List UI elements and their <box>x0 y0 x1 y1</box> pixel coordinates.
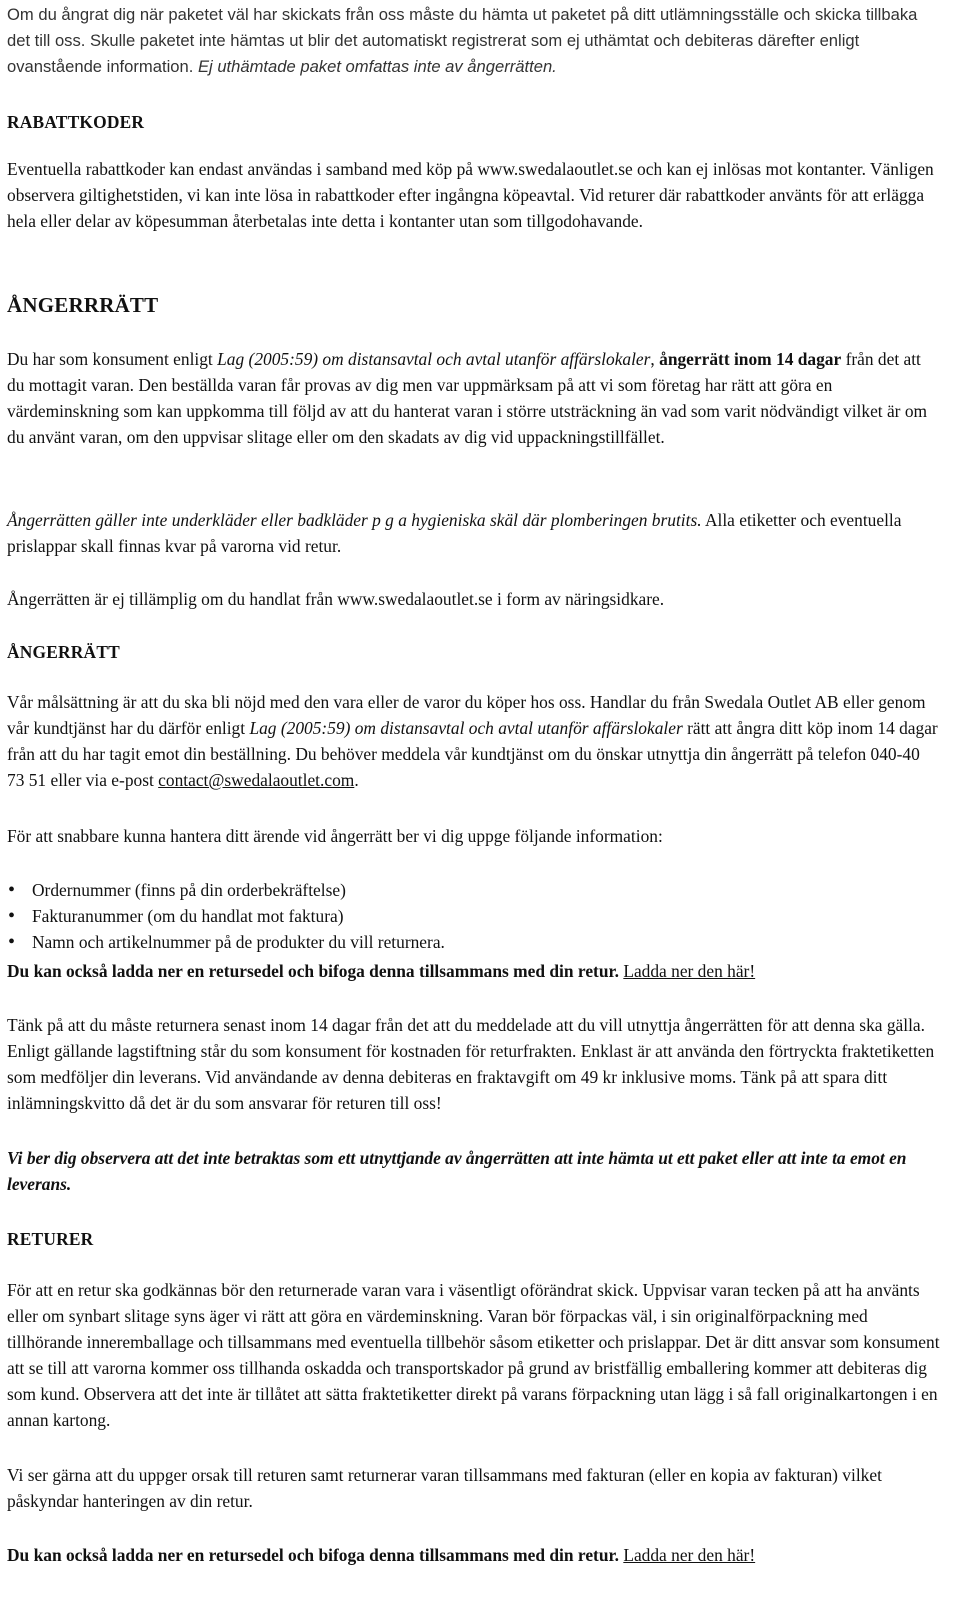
angerratt2-paragraph-4 <box>7 1145 941 1197</box>
returer-paragraph-2: Vi ser gärna att du uppger orsak till returen samt returnerar varan tillsammans med fakturan (eller en kopia av fakturan) vilket påskyndar hanteringen av din retur. <box>7 1465 882 1511</box>
list-item: • Fakturanummer (om du handlat mot faktura) <box>32 903 932 929</box>
returer-heading: RETURER <box>7 1229 94 1249</box>
observera-note: Vi ber dig observera att det inte betraktas som ett utnyttjande av ångerrätten att inte hämta ut ett paket eller att inte ta emot en leverans. <box>7 1148 907 1194</box>
angerratt-paragraph-1 <box>7 346 941 450</box>
angerratt-heading-1: ÅNGERRRÄTT <box>7 293 159 317</box>
angerratt2-paragraph-3: Tänk på att du måste returnera senast inom 14 dagar från det att du meddelade att du vill utnyttja ångerrätten för att denna ska gälla. Enligt gällande lagstiftning står du som konsument för kostnaden för returfrakten. Enklast är att använda den förtryckta fraktetiketten som medföljer din leverans. Vid användande av denna debiteras en fraktavgift om 49 kr inklusive moms. Tänk på att spara ditt inlämningskvitto då det är du som ansvarar för returen till oss! <box>7 1015 935 1113</box>
intro-text: Om du ångrat dig när paketet väl har skickats från oss måste du hämta ut paketet på ditt utlämningsställe och skicka tillbaka det till oss. Skulle paketet inte hämtas ut blir det automatiskt registrerat som ej uthämtat och debiteras därefter enligt ovanstående information. <box>7 5 918 76</box>
angerratt-p1-law: Lag (2005:59) om distansavtal och avtal utanför affärslokaler <box>217 349 651 369</box>
angerratt2-p1-pre: Vår målsättning är att du ska bli nöjd med den vara eller de varor du köper hos oss. Handlar du från Swedala Outlet AB eller genom vår kundtjänst har du därför enligt <box>7 692 926 738</box>
list-item: • Namn och artikelnummer på de produkter du vill returnera. <box>32 929 932 955</box>
download-line-1 <box>7 958 941 984</box>
angerratt-p1-pre: Du har som konsument enligt <box>7 349 218 369</box>
download-line-2 <box>7 1542 941 1568</box>
download-link-2[interactable]: Ladda ner den här! <box>623 1545 756 1565</box>
intro-italic: Ej uthämtade paket omfattas inte av ångerrätten. <box>197 57 557 76</box>
email-link[interactable]: contact@swedalaoutlet.com <box>158 770 355 790</box>
download-text-1: Du kan också ladda ner en retursedel och bifoga denna tillsammans med din retur. <box>7 961 619 981</box>
info-bullet-list <box>7 877 932 955</box>
angerratt2-paragraph-1 <box>7 689 939 793</box>
returer-paragraph-1: För att en retur ska godkännas bör den returnerade varan vara i väsentligt oförändrat skick. Uppvisar varan tecken på att ha använts eller om synbart slitage syns äger vi rätt att göra en värdeminskning. Varan bör förpackas väl, i sin originalförpackning med tillhörande inneremballage och tillsammans med eventuella tillbehör såsom etiketter och prislappar. Det är ditt ansvar som konsument att se till att varorna kommer oss tillhanda oskadda och transportskador på grund av bristfällig emballering kommer att debiteras dig som kund. Observera att det inte är tillåtet att sätta fraktetiketter direkt på varans förpackning utan lägg i så fall originalkartongen i en annan kartong. <box>7 1280 940 1430</box>
list-item: • Ordernummer (finns på din orderbekräftelse) <box>32 877 932 903</box>
angerratt2-p1-post: rätt att ångra ditt köp inom 14 dagar från att du har tagit emot din beställning. Du behöver meddela vår kundtjänst om du önskar utnyttja din ångerrätt på telefon 040-40 73 51 eller via e-post <box>7 718 938 790</box>
download-text-2: Du kan också ladda ner en retursedel och bifoga denna tillsammans med din retur. <box>7 1545 619 1565</box>
angerratt-p1-bold: ångerrätt inom 14 dagar <box>659 349 842 369</box>
angerratt-heading-2: ÅNGERRÄTT <box>7 642 120 662</box>
rabattkoder-heading: RABATTKODER <box>7 112 145 132</box>
angerratt2-p1-end: . <box>354 770 359 790</box>
angerratt-p2-italic: Ångerrätten gäller inte underkläder eller badkläder p g a hygieniska skäl där plomberingen brutits. <box>7 510 702 530</box>
angerratt-p1-post: från det att du mottagit varan. Den beställda varan får provas av dig men var uppmärksam på att vi som företag har rätt att göra en värdeminskning som kan uppkomma till följd av att du hanterat varan i större utsträckning än vad som varit nödvändigt vilket är om du använt varan, om den uppvisar slitage eller om den skadats av dig vid uppackningstillfället. <box>7 349 928 447</box>
download-link-1[interactable]: Ladda ner den här! <box>623 961 756 981</box>
rabattkoder-paragraph: Eventuella rabattkoder kan endast användas i samband med köp på www.swedalaoutlet.se och kan ej inlösas mot kontanter. Vänligen observera giltighetstiden, vi kan inte lösa in rabattkoder efter ingångna köpeavtal. Vid returer där rabattkoder använts för att erlägga hela eller delar av köpesumman återbetalas inte detta i kontanter utan som tillgodohavande. <box>7 159 934 231</box>
angerratt2-paragraph-2: För att snabbare kunna hantera ditt ärende vid ångerrätt ber vi dig uppge följande information: <box>7 826 663 846</box>
angerratt-p2-post: Alla etiketter och eventuella prislappar skall finnas kvar på varorna vid retur. <box>7 510 902 556</box>
angerratt-paragraph-2 <box>7 507 941 559</box>
angerratt2-p1-law: Lag (2005:59) om distansavtal och avtal utanför affärslokaler <box>249 718 683 738</box>
angerratt-paragraph-3: Ångerrätten är ej tillämplig om du handlat från www.swedalaoutlet.se i form av näringsidkare. <box>7 589 665 609</box>
angerratt-p1-mid: , <box>650 349 660 369</box>
intro-paragraph <box>7 2 937 80</box>
